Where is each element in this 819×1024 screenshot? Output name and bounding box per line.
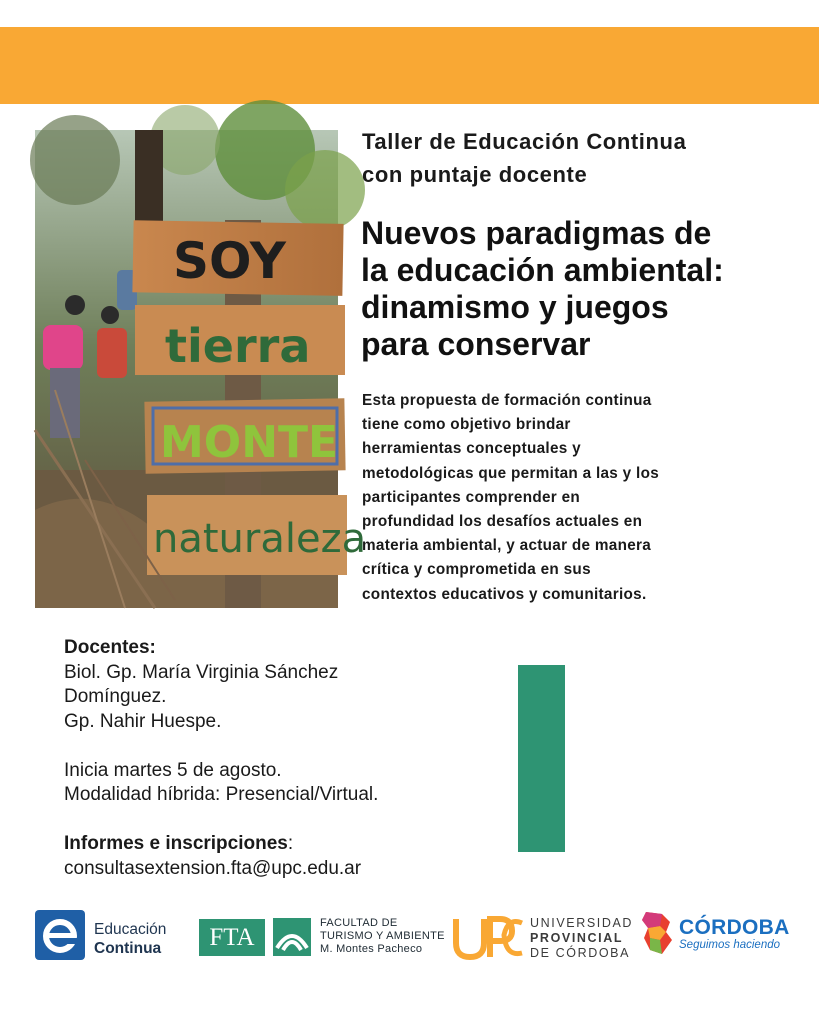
docentes-heading: Docentes:: [64, 637, 156, 658]
fta-line1: FACULTAD DE: [320, 917, 398, 929]
description-line: participantes comprender en: [362, 488, 581, 506]
docente-line: Biol. Gp. María Virginia Sánchez: [64, 661, 339, 683]
description: [362, 389, 742, 607]
upc-line2: PROVINCIAL: [530, 931, 624, 945]
workshop-header-line1: Taller de Educación Continua: [362, 129, 687, 154]
title-line4: para conservar: [361, 326, 591, 362]
ec-line1: Educación: [94, 921, 167, 938]
top-orange-band: [0, 27, 819, 104]
contact-email[interactable]: consultasextension.fta@upc.edu.ar: [64, 857, 362, 879]
title-line3: dinamismo y juegos: [361, 289, 669, 325]
title-line2: la educación ambiental:: [361, 252, 724, 288]
sign-soy: SOY: [173, 232, 286, 290]
educacion-continua-logo-text: [94, 920, 166, 958]
cordoba-logo-text: [679, 917, 790, 952]
description-line: materia ambiental, y actuar de manera: [362, 537, 652, 555]
signs-photo: [35, 130, 367, 608]
description-line: profundidad los desafíos actuales en: [362, 513, 643, 531]
description-line: metodológicas que permitan a las y los: [362, 464, 660, 482]
ec-line2: Continua: [94, 940, 162, 957]
description-line: crítica y comprometida en sus: [362, 561, 591, 579]
docente-line: Domínguez.: [64, 686, 167, 707]
contact-heading-colon: :: [287, 833, 294, 854]
fta-logo-text: [320, 917, 445, 956]
fta-line3: M. Montes Pacheco: [320, 943, 423, 955]
upc-logo-mark: [452, 913, 524, 963]
description-line: contextos educativos y comunitarios.: [362, 585, 647, 603]
modality: Modalidad híbrida: Presencial/Virtual.: [64, 784, 379, 805]
start-date: Inicia martes 5 de agosto.: [64, 759, 282, 781]
cordoba-map-icon: [640, 910, 676, 958]
cordoba-line2: Seguimos haciendo: [679, 939, 781, 951]
fta-line2: TURISMO Y AMBIENTE: [320, 930, 445, 942]
contact-heading: [64, 832, 484, 857]
fta-logo-box: FTA: [199, 919, 265, 956]
info-block: [64, 636, 484, 881]
workshop-header: [362, 125, 792, 191]
educacion-continua-logo-icon: [35, 910, 85, 960]
main-title: [361, 215, 801, 363]
upc-line3: DE CÓRDOBA: [530, 946, 631, 960]
upc-logo-text: [530, 916, 633, 961]
description-line: tiene como objetivo brindar: [362, 416, 571, 434]
title-line1: Nuevos paradigmas de: [361, 215, 712, 251]
description-line: Esta propuesta de formación continua: [362, 392, 652, 409]
description-line: herramientas conceptuales y: [362, 440, 581, 458]
cordoba-line1: CÓRDOBA: [679, 916, 790, 939]
workshop-header-line2: con puntaje docente: [362, 162, 588, 187]
sign-tierra: tierra: [165, 319, 311, 373]
fta-waves-icon: [273, 918, 311, 956]
docente-line: Gp. Nahir Huespe.: [64, 710, 222, 732]
upc-line1: UNIVERSIDAD: [530, 916, 634, 930]
green-accent-bar: [518, 665, 565, 852]
contact-heading-text: Informes e inscripciones: [64, 833, 288, 854]
sign-monte: MONTE: [160, 417, 339, 468]
sign-naturaleza: naturaleza: [153, 516, 367, 562]
